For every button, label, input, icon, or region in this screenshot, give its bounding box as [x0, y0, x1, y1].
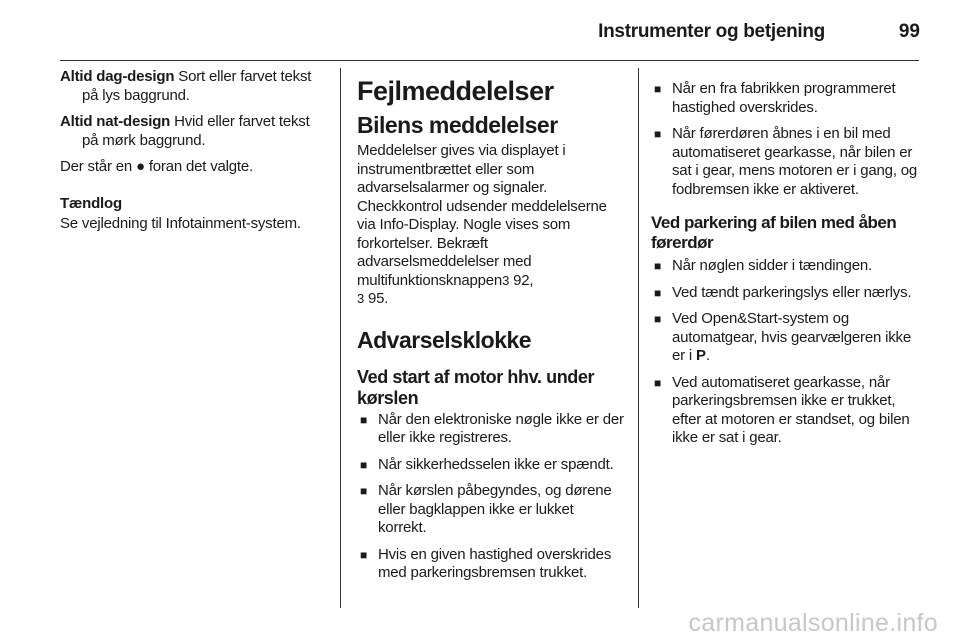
watermark: carmanualsonline.info	[688, 609, 938, 637]
page-reference-icon: 3	[502, 272, 510, 288]
square-bullet-icon: ■	[654, 259, 662, 273]
list-item: ■ Hvis en given hastighed overskrides med parkeringsbremsen trukket.	[360, 545, 612, 581]
night-design-entry	[60, 113, 328, 150]
vehicle-messages-intro: Meddelelser gives via displayet i instrumentbrættet eller som advarselsalarmer og signaler. Checkkontrol udsender meddelelserne via Info-Display. Nogle vises som forkortelser. Bekræft advarselsmeddelelser med multifunktionsknappen3 92, 3 95.	[357, 142, 607, 307]
day-design-term: Altid dag-design	[60, 68, 175, 85]
page-reference: 92,	[513, 271, 534, 289]
list-item: ■ Når sikkerhedsselen ikke er spændt.	[360, 455, 614, 473]
gear-position-p: P	[696, 347, 706, 364]
column-3	[651, 80, 921, 456]
parking-list	[651, 257, 921, 448]
list-item: ■ Når en fra fabrikken programmeret hastighed overskrides.	[654, 80, 896, 116]
day-design-text: Sort eller farvet tekst på lys baggrund.	[82, 68, 312, 104]
square-bullet-icon: ■	[654, 82, 662, 96]
page-number: 99	[898, 21, 920, 42]
square-bullet-icon: ■	[654, 127, 662, 141]
heading-parking-open-door: Ved parkering af bilen med åben førerdør	[651, 213, 897, 252]
night-design-text: Hvid eller farvet tekst på mørk baggrund.	[82, 113, 310, 149]
speed-door-list	[651, 80, 921, 199]
heading-error-messages: Fejlmeddelelser	[357, 76, 554, 106]
section-title: Instrumenter og betjening	[598, 21, 825, 42]
ignition-heading: Tændlog	[60, 194, 122, 212]
page-reference-icon: 3	[357, 291, 365, 306]
list-item: ■ Ved Open&Start-system og automatgear, hvis gearvælgeren ikke er i P.	[654, 310, 911, 364]
heading-vehicle-messages: Bilens meddelelser	[357, 112, 558, 138]
column-divider-2	[638, 68, 639, 608]
ignition-text: Se vejledning til Infotainment-system.	[60, 215, 301, 232]
day-design-entry	[60, 68, 328, 105]
column-2	[357, 76, 625, 591]
heading-engine-start: Ved start af motor hhv. under kørslen	[357, 366, 595, 408]
list-item: ■ Ved automatiseret gearkasse, når parkeringsbremsen ikke er trukket, efter at motoren er standset, og bilen ikke er sat i gear.	[654, 373, 910, 446]
night-design-term: Altid nat-design	[60, 113, 171, 130]
filled-circle-icon: ●	[135, 158, 145, 175]
square-bullet-icon: ■	[360, 412, 368, 427]
header-divider	[60, 60, 919, 61]
list-item: ■ Når nøglen sidder i tændingen.	[654, 257, 872, 274]
engine-start-list	[357, 411, 625, 583]
list-item: ■ Ved tændt parkeringslys eller nærlys.	[654, 283, 912, 301]
column-divider-1	[340, 68, 341, 608]
square-bullet-icon: ■	[654, 285, 662, 300]
selection-marker-note: Der står en ● foran det valgte.	[60, 158, 253, 175]
square-bullet-icon: ■	[360, 547, 368, 562]
square-bullet-icon: ■	[360, 484, 368, 498]
heading-warning-chime: Advarselsklokke	[357, 326, 532, 353]
list-item: ■ Når den elektroniske nøgle ikke er der eller ikke registreres.	[360, 410, 624, 446]
square-bullet-icon: ■	[654, 375, 662, 390]
square-bullet-icon: ■	[360, 457, 368, 472]
square-bullet-icon: ■	[654, 312, 662, 326]
list-item: ■ Når førerdøren åbnes i en bil med automatiseret gearkasse, når bilen er sat i gear, mens motoren er i gang, og fodbremsen ikke er aktiveret.	[654, 125, 918, 198]
column-1	[60, 68, 328, 234]
list-item: ■ Når kørslen påbegyndes, og dørene eller bagklappen ikke er lukket korrekt.	[360, 482, 612, 536]
page-reference: 95.	[368, 290, 389, 307]
